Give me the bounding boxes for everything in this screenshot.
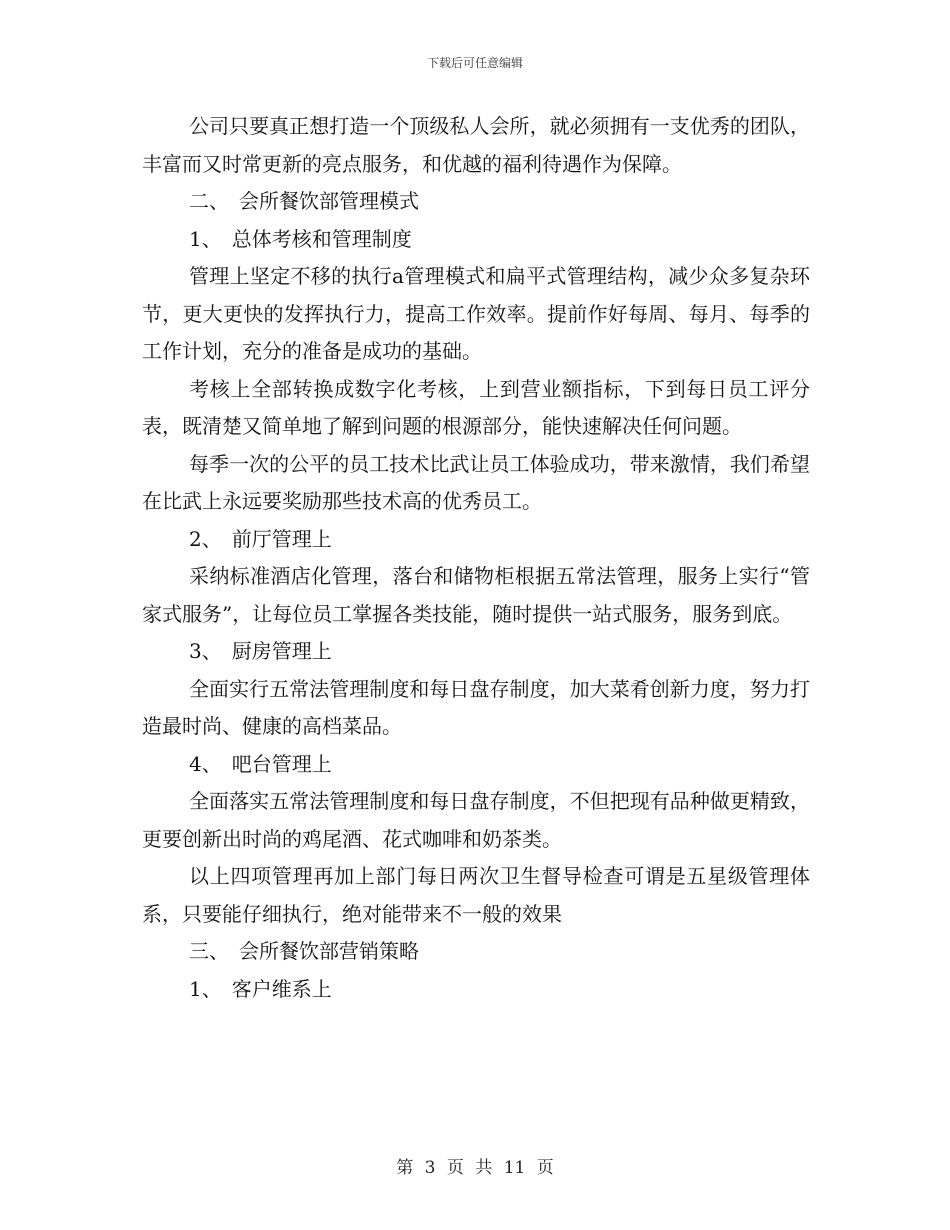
paragraph-assessment: 考核上全部转换成数字化考核，上到营业额指标，下到每日员工评分表，既清楚又简单地了解到问题的根源部分，能快速解决任何问题。 bbox=[142, 376, 810, 438]
subheading-3: 3、 厨房管理上 bbox=[189, 639, 332, 663]
page-number: 第 3 页 共 11 页 bbox=[396, 1158, 554, 1178]
paragraph-kitchen: 全面实行五常法管理制度和每日盘存制度，加大菜肴创新力度，努力打造最时尚、健康的高档菜品。 bbox=[142, 676, 810, 738]
paragraph-management: 管理上坚定不移的执行a管理模式和扁平式管理结构，减少众多复杂环节，更大更快的发挥执行力，提高工作效率。提前作好每周、每月、每季的工作计划，充分的准备是成功的基础。 bbox=[142, 264, 810, 363]
paragraph-intro: 公司只要真正想打造一个顶级私人会所，就必须拥有一支优秀的团队，丰富而又时常更新的亮点服务，和优越的福利待遇作为保障。 bbox=[142, 114, 810, 176]
paragraph-front-hall: 采纳标准酒店化管理，落台和储物柜根据五常法管理，服务上实行“管家式服务”，让每位员工掌握各类技能，随时提供一站式服务，服务到底。 bbox=[142, 564, 810, 626]
subheading-4: 4、 吧台管理上 bbox=[189, 751, 332, 776]
subheading-2: 2、 前厅管理上 bbox=[189, 526, 332, 551]
paragraph-bar: 全面落实五常法管理制度和每日盘存制度，不但把现有品种做更精致，更要创新出时尚的鸡尾酒、花式咖啡和奶茶类。 bbox=[142, 789, 810, 851]
subheading-1: 1、 总体考核和管理制度 bbox=[189, 226, 412, 251]
document-body bbox=[142, 108, 810, 1008]
page-header: 下载后可任意编辑 bbox=[426, 56, 523, 70]
paragraph-competition: 每季一次的公平的员工技术比武让员工体验成功，带来激情，我们希望在比武上永远要奖励那些技术高的优秀员工。 bbox=[142, 451, 810, 513]
paragraph-summary: 以上四项管理再加上部门每日两次卫生督导检查可谓是五星级管理体系，只要能仔细执行，绝对能带来不一般的效果 bbox=[142, 864, 810, 926]
section-heading-3: 三、 会所餐饮部营销策略 bbox=[189, 939, 419, 963]
subheading-customer: 1、 客户维系上 bbox=[189, 976, 332, 1001]
section-heading-2: 二、 会所餐饮部管理模式 bbox=[189, 189, 419, 213]
